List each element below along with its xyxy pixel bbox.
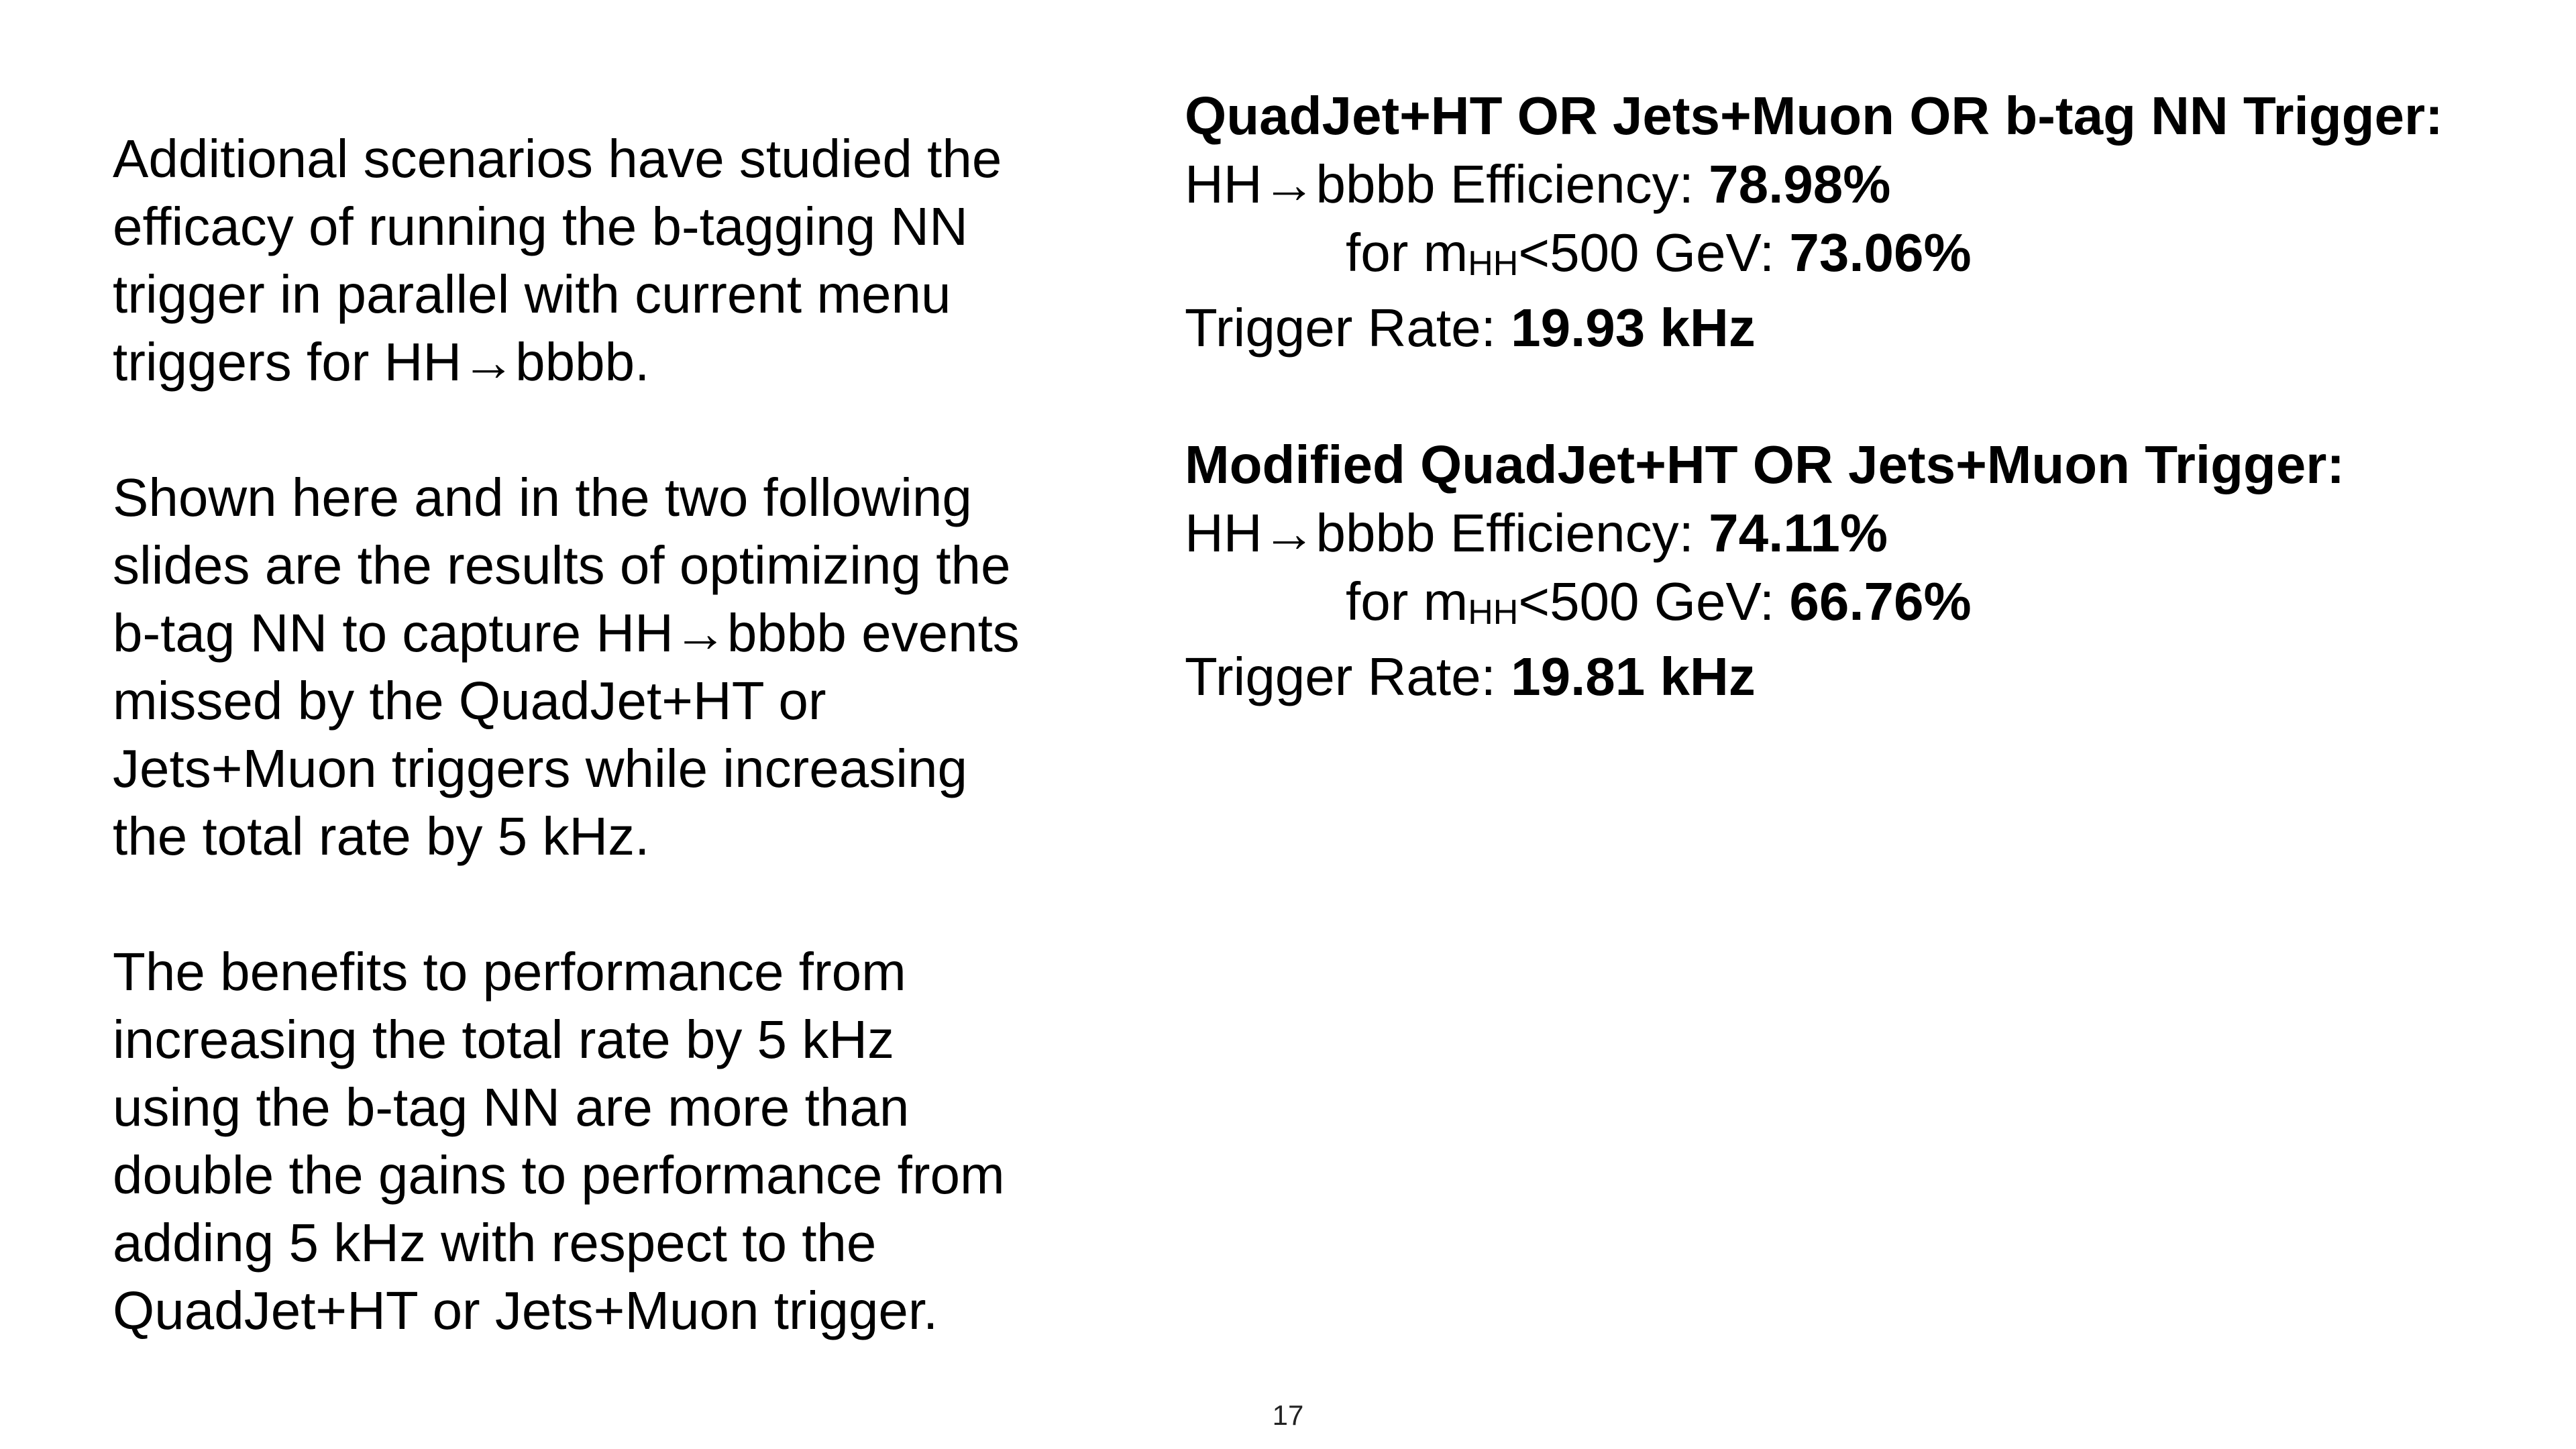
text-line: adding 5 kHz with respect to the xyxy=(113,1213,877,1273)
mass-subscript: HH xyxy=(1468,593,1519,632)
text-line: efficacy of running the b-tagging NN xyxy=(113,197,968,256)
rate-value: 19.81 kHz xyxy=(1511,647,1756,706)
mass-cut-line xyxy=(1185,219,2567,294)
trigger-results-column xyxy=(1185,82,2567,711)
paragraph-benefits xyxy=(113,938,1159,1344)
text-line: QuadJet+HT or Jets+Muon trigger. xyxy=(113,1281,938,1340)
text-line: Additional scenarios have studied the xyxy=(113,129,1002,189)
efficiency-value: 78.98% xyxy=(1709,154,1891,214)
mass-cut-value: 66.76% xyxy=(1789,572,1972,631)
mass-subscript: HH xyxy=(1468,244,1519,283)
text-line: The benefits to performance from xyxy=(113,942,906,1002)
block-gap xyxy=(1185,362,2567,431)
rate-value: 19.93 kHz xyxy=(1511,298,1756,358)
efficiency-line xyxy=(1185,499,2567,568)
mass-cut-value: 73.06% xyxy=(1789,223,1972,282)
paragraph-gap xyxy=(113,870,1159,938)
text-line: Jets+Muon triggers while increasing xyxy=(113,739,967,798)
body-text-column xyxy=(113,125,1159,1344)
efficiency-line xyxy=(1185,150,2567,219)
rate-label: Trigger Rate: xyxy=(1185,647,1511,706)
trigger-heading: QuadJet+HT OR Jets+Muon OR b-tag NN Trigger: xyxy=(1185,86,2443,146)
mass-prefix: for m xyxy=(1346,223,1468,282)
trigger-heading: Modified QuadJet+HT OR Jets+Muon Trigger: xyxy=(1185,435,2345,494)
rate-line xyxy=(1185,643,2567,711)
text-line: double the gains to performance from xyxy=(113,1145,1005,1205)
trigger-block-btag-nn xyxy=(1185,82,2567,362)
page-number: 17 xyxy=(1272,1399,1304,1431)
efficiency-label: HH→bbbb Efficiency: xyxy=(1185,503,1709,563)
mass-prefix: for m xyxy=(1346,572,1468,631)
text-line: slides are the results of optimizing the xyxy=(113,535,1011,595)
text-line: the total rate by 5 kHz. xyxy=(113,806,650,866)
paragraph-gap xyxy=(113,396,1159,464)
efficiency-value: 74.11% xyxy=(1709,503,1888,563)
rate-label: Trigger Rate: xyxy=(1185,298,1511,358)
text-line: trigger in parallel with current menu xyxy=(113,264,951,324)
text-line: missed by the QuadJet+HT or xyxy=(113,671,826,731)
mass-cut-line xyxy=(1185,568,2567,643)
efficiency-label: HH→bbbb Efficiency: xyxy=(1185,154,1709,214)
text-line: using the b-tag NN are more than xyxy=(113,1077,910,1137)
mass-suffix: <500 GeV: xyxy=(1518,572,1790,631)
text-line: triggers for HH→bbbb. xyxy=(113,332,650,392)
mass-suffix: <500 GeV: xyxy=(1518,223,1790,282)
paragraph-results xyxy=(113,464,1159,870)
text-line: Shown here and in the two following xyxy=(113,468,972,527)
text-line: increasing the total rate by 5 kHz xyxy=(113,1010,895,1069)
trigger-block-modified xyxy=(1185,431,2567,711)
paragraph-intro xyxy=(113,125,1159,396)
rate-line xyxy=(1185,294,2567,362)
text-line: b-tag NN to capture HH→bbbb events xyxy=(113,603,1020,663)
